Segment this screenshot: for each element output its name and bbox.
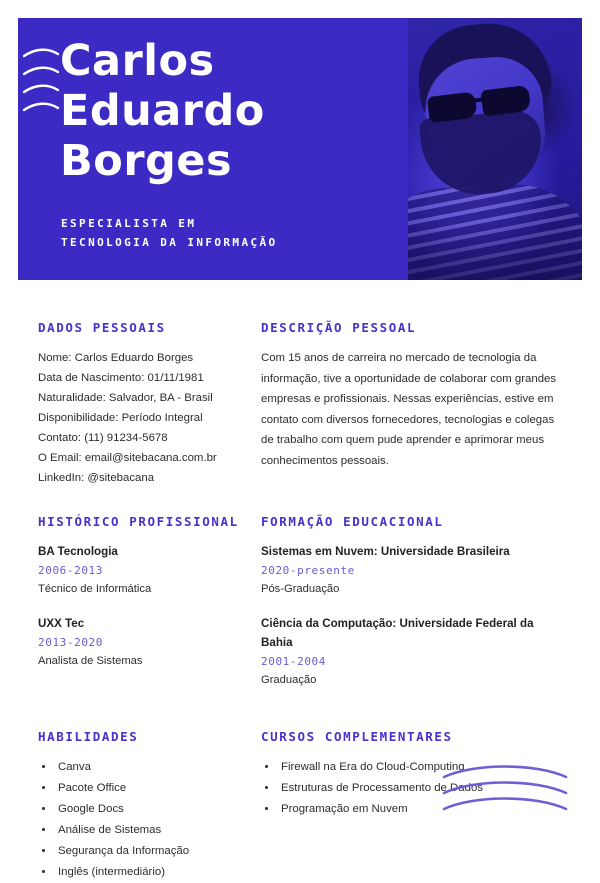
list-item: • Canva	[55, 757, 261, 778]
list-item: • Google Docs	[55, 799, 261, 820]
personal-data-line: O Email: email@sitebacana.com.br	[38, 452, 217, 464]
wave-lines-icon	[22, 46, 60, 118]
list-item: • Estruturas de Processamento de Dados	[278, 778, 562, 799]
row-history-education	[38, 514, 562, 705]
wave-lines-footer-icon	[440, 765, 570, 821]
list-item: • Pacote Office	[55, 778, 261, 799]
list-item: • Programação em Nuvem	[278, 799, 562, 820]
personal-description-text: Com 15 anos de carreira no mercado de tecnologia da informação, tive a oportunidade de colaborar com grandes empresas e profissionais. Nessas experiências, estive em contato com diversos fornecedores, tecnologias e colegas de trabalho com quem pude aprender e aprimorar meus conhecimentos pessoais.	[261, 352, 557, 467]
page-title	[60, 36, 265, 186]
list-item: • Segurança da Informação	[55, 841, 261, 862]
education-level: Pós-Graduação	[261, 583, 340, 595]
job-date: 2013-2020	[38, 636, 104, 649]
section-title-education: FORMAÇÃO EDUCACIONAL	[261, 514, 444, 529]
job-title: UXX Tec	[38, 617, 85, 630]
section-professional-history	[38, 514, 261, 705]
education-entry	[261, 542, 562, 599]
personal-data-line: Naturalidade: Salvador, BA - Brasil	[38, 392, 213, 404]
education-date: 2020-presente	[261, 564, 355, 577]
section-title-skills: HABILIDADES	[38, 729, 139, 744]
education-title: Sistemas em Nuvem: Universidade Brasileira	[261, 545, 510, 558]
job-entry	[38, 542, 261, 599]
personal-data-line: Data de Nascimento: 01/11/1981	[38, 372, 204, 384]
resume-header	[0, 0, 600, 280]
name-line-3: Borges	[60, 136, 233, 186]
role-line-1: ESPECIALISTA EM	[61, 217, 197, 230]
list-item: • Inglês (intermediário)	[55, 862, 261, 883]
education-date: 2001-2004	[261, 655, 327, 668]
name-line-1: Carlos	[60, 36, 215, 86]
section-title-personal-data: DADOS PESSOAIS	[38, 320, 166, 335]
section-title-personal-description: DESCRIÇÃO PESSOAL	[261, 320, 417, 335]
education-title: Ciência da Computação: Universidade Federal da Bahia	[261, 617, 534, 649]
personal-data-line: LinkedIn: @sitebacana	[38, 472, 155, 484]
section-personal-description	[261, 320, 562, 488]
job-title: BA Tecnologia	[38, 545, 118, 558]
job-entry	[38, 614, 261, 671]
job-role-subtitle	[61, 214, 278, 252]
job-date: 2006-2013	[38, 564, 104, 577]
list-item: • Firewall na Era do Cloud-Computing	[278, 757, 562, 778]
section-education	[261, 514, 562, 705]
role-line-2: TECNOLOGIA DA INFORMAÇÃO	[61, 236, 278, 249]
education-level: Graduação	[261, 674, 317, 686]
job-role: Técnico de Informática	[38, 583, 152, 595]
personal-data-line: Nome: Carlos Eduardo Borges	[38, 352, 194, 364]
section-skills	[38, 729, 261, 883]
job-role: Analista de Sistemas	[38, 655, 143, 667]
name-line-2: Eduardo	[60, 86, 265, 136]
education-entry	[261, 614, 562, 690]
section-title-courses: CURSOS COMPLEMENTARES	[261, 729, 453, 744]
personal-data-line: Contato: (11) 91234-5678	[38, 432, 168, 444]
row-personal	[38, 320, 562, 488]
personal-data-line: Disponibilidade: Período Integral	[38, 412, 203, 424]
section-personal-data	[38, 320, 261, 488]
list-item: • Análise de Sistemas	[55, 820, 261, 841]
section-title-professional-history: HISTÓRICO PROFISSIONAL	[38, 514, 239, 529]
skills-list	[38, 757, 261, 883]
